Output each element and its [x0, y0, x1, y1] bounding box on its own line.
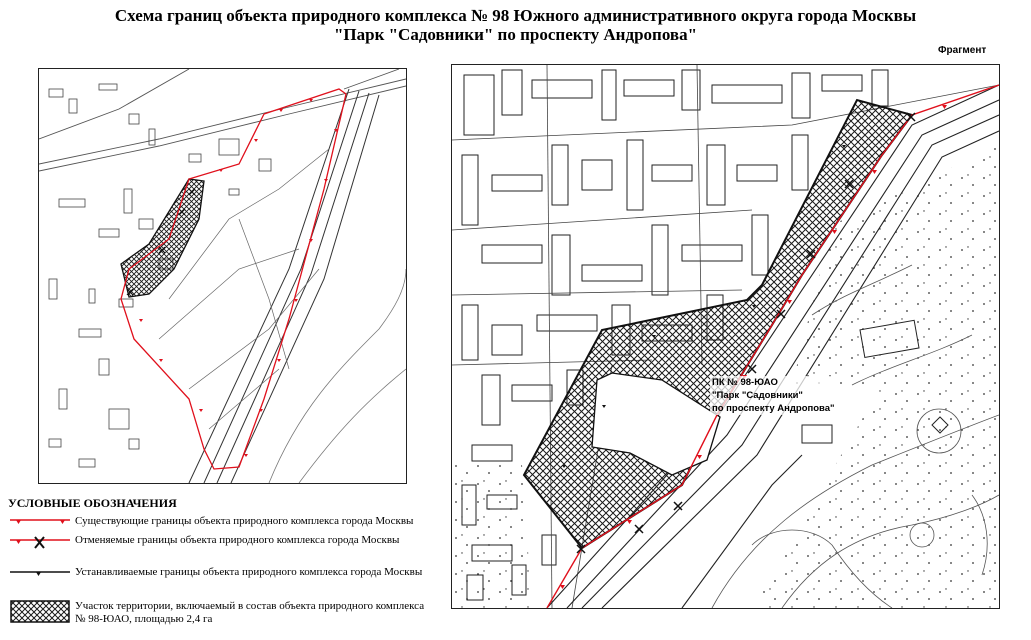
overview-highway	[189, 89, 379, 483]
existing-boundary-symbol	[10, 514, 70, 528]
established-boundary-symbol	[10, 566, 70, 580]
cancelled-boundary-symbol	[10, 534, 70, 552]
object-map-label	[710, 376, 837, 415]
page-title	[0, 6, 1031, 44]
title-line-1: Схема границ объекта природного комплекса № 98 Южного административного округа города Москвы	[114, 6, 917, 25]
fragment-map[interactable]	[451, 64, 1000, 609]
overview-map[interactable]	[38, 68, 407, 484]
legend-text-existing: Существующие границы объекта природного комплекса города Москвы	[75, 515, 414, 527]
legend-text-included-area: Участок территории, включаемый в состав объекта природного комплекса № 98-ЮАО, площадью 2,4 га	[75, 600, 425, 625]
legend-text-cancelled: Отменяемые границы объекта природного комплекса города Москвы	[75, 534, 400, 546]
overview-streams	[269, 269, 406, 483]
legend-text-established: Устанавливаемые границы объекта природного комплекса города Москвы	[75, 566, 423, 578]
included-area-symbol	[10, 600, 72, 624]
vegetation-left	[452, 465, 532, 608]
legend	[0, 496, 440, 640]
object-label-line-1: ПК № 98-ЮАО	[712, 377, 778, 388]
overview-roads	[39, 69, 406, 171]
fragment-label: Фрагмент	[938, 45, 987, 56]
legend-title: УСЛОВНЫЕ ОБОЗНАЧЕНИЯ	[8, 496, 177, 510]
overview-map-canvas	[39, 69, 406, 483]
title-line-2: "Парк "Садовники" по проспекту Андропова"	[333, 25, 698, 44]
object-label-line-3: по проспекту Андропова"	[712, 403, 835, 414]
fragment-map-canvas	[452, 65, 999, 608]
object-label-line-2: "Парк "Садовники"	[712, 390, 803, 401]
overview-included-area	[121, 179, 204, 297]
